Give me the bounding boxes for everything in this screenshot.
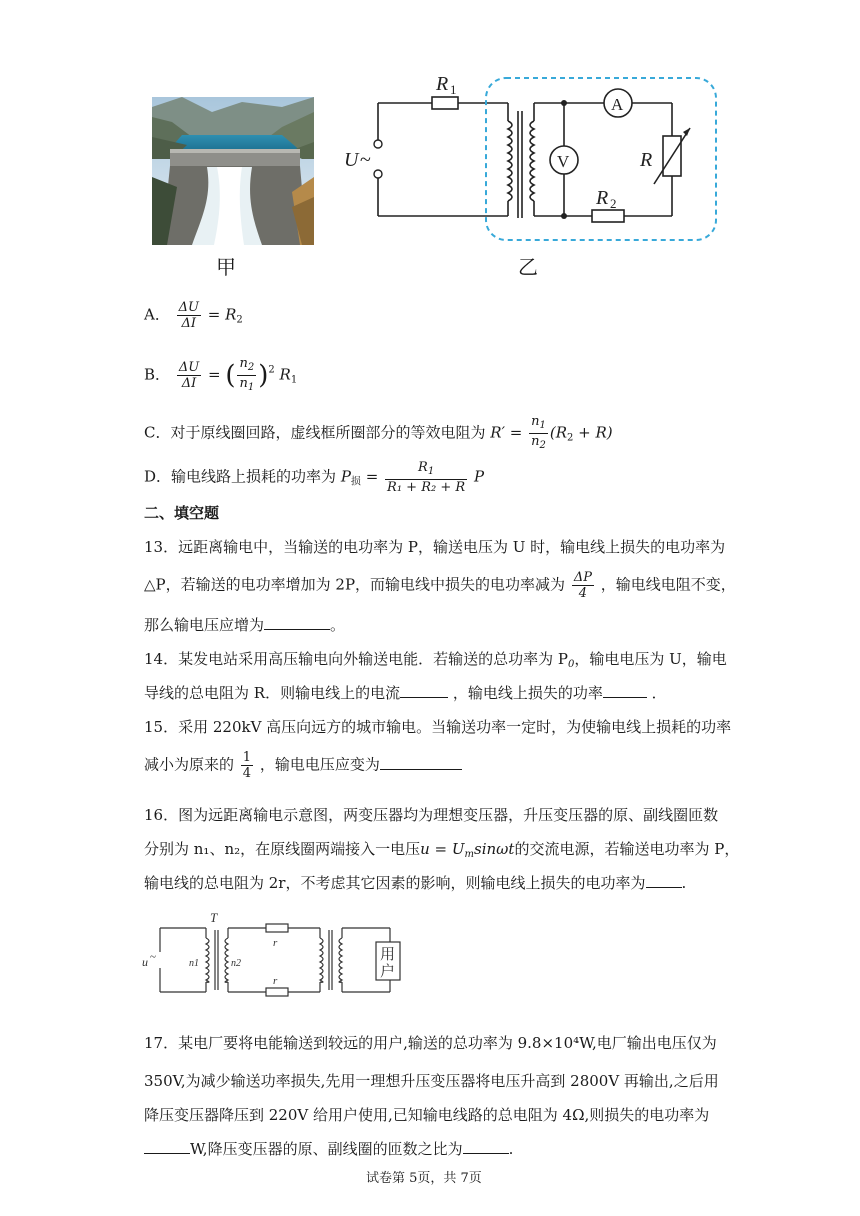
label-u: U: [344, 149, 359, 171]
section-title: 二、填空题: [144, 504, 220, 522]
figure-yi-label: 乙: [518, 255, 538, 279]
q16-line1: 16．图为远距离输电示意图，两变压器均为理想变压器，升压变压器的原、副线圈匝数: [144, 806, 719, 824]
q14-line2: 导线的总电阻为 R．则输电线上的电流 ，输电线上损失的功率 ．: [144, 684, 667, 702]
q14-current-blank[interactable]: [400, 683, 448, 698]
label-n2: n2: [231, 958, 241, 969]
label-r1: R: [436, 73, 449, 95]
label-tilde: ~: [360, 149, 371, 171]
q17-line3: 降压变压器降压到 220V 给用户使用,已知输电线路的总电阻为 4Ω,则损失的电功率为: [144, 1106, 710, 1124]
label-u-small: u: [142, 955, 148, 969]
label-user-1: 用: [380, 947, 396, 963]
q15-line1: 15．采用 220kV 高压向远方的城市输电。当输送功率一定时，为使输电线上损耗的功率: [144, 718, 732, 736]
label-r2: R: [596, 187, 609, 209]
option-c: C．对于原线圈回路，虚线框所圈部分的等效电阻为 R′ = $\frac{n_1}{n_2}$ $(R_2 + R)$: [144, 414, 613, 451]
q16-line2: 分别为 n₁、n₂，在原线圈两端接入一电压$u = U_m\sin\omega t$的交流电源，若输送电功率为 P，: [144, 840, 740, 860]
voltmeter-label: V: [557, 152, 570, 171]
q13-line1: 13．远距离输电中，当输送的电功率为 P，输送电压为 U 时，输电线上损失的电功率为: [144, 538, 726, 556]
q14-power-blank[interactable]: [603, 683, 647, 698]
q17-line1: 17．某电厂要将电能输送到较远的用户,输送的总功率为 9.8×10⁴W,电厂输出电压仅为: [144, 1034, 717, 1052]
q13-line3: 那么输电压应增为 。: [144, 616, 346, 634]
option-a: A． $\frac{\Delta U}{\Delta I}$ = $R_2$: [144, 300, 243, 331]
label-r2-sub: 2: [610, 196, 617, 211]
label-n1: n1: [189, 958, 199, 969]
label-t: T: [210, 910, 218, 925]
q15-answer-blank[interactable]: [380, 755, 462, 770]
q17-line4: W,降压变压器的原、副线圈的匝数之比为 .: [144, 1138, 513, 1160]
q17-power-blank[interactable]: [144, 1139, 190, 1154]
label-r: R: [640, 149, 653, 171]
circuit-diagram: [340, 66, 730, 246]
dam-photo: [152, 97, 314, 245]
q13-answer-blank[interactable]: [264, 615, 330, 630]
ammeter-label: A: [611, 95, 624, 114]
q17-line2: 350V,为减少输送功率损失,先用一理想升压变压器将电压升高到 2800V 再输出,之后用: [144, 1072, 719, 1090]
q13-line2: △P，若输送的电功率增加为 2P，而输电线中损失的电功率减为 $\frac{\Delta P}{4}$ ，输电线电阻不变，: [144, 570, 736, 601]
label-r1-sub: 1: [450, 82, 457, 97]
q15-line2: 减小为原来的 $\frac{1}{4}$ ，输电电压应变为: [144, 750, 462, 781]
option-b: B． $\frac{\Delta U}{\Delta I}$ = ( $\frac{n_2}{n_1}$ )$^2$ $R_1$: [144, 356, 298, 393]
page-footer: 试卷第 5页，共 7页: [366, 1171, 482, 1186]
label-tilde-small: ~: [150, 951, 156, 963]
label-r-bottom: r: [273, 975, 278, 987]
q17-ratio-blank[interactable]: [463, 1139, 509, 1154]
option-d: D．输电线路上损耗的功率为 $P_损$ = $\frac{R_1}{\text{R₁ + R₂ + R}}$ P: [144, 460, 485, 495]
label-user-2: 户: [380, 964, 396, 980]
q16-answer-blank[interactable]: [646, 873, 682, 888]
q14-line1: 14．某发电站采用高压输电向外输送电能．若输送的总功率为 $P_0$，输电电压为 U，输电: [144, 650, 727, 670]
figure-jia-label: 甲: [216, 255, 236, 279]
transmission-diagram: [140, 908, 410, 1004]
q16-line3: 输电线的总电阻为 2r，不考虑其它因素的影响，则输电线上损失的电功率为 .: [144, 874, 687, 892]
label-r-top: r: [273, 937, 278, 949]
